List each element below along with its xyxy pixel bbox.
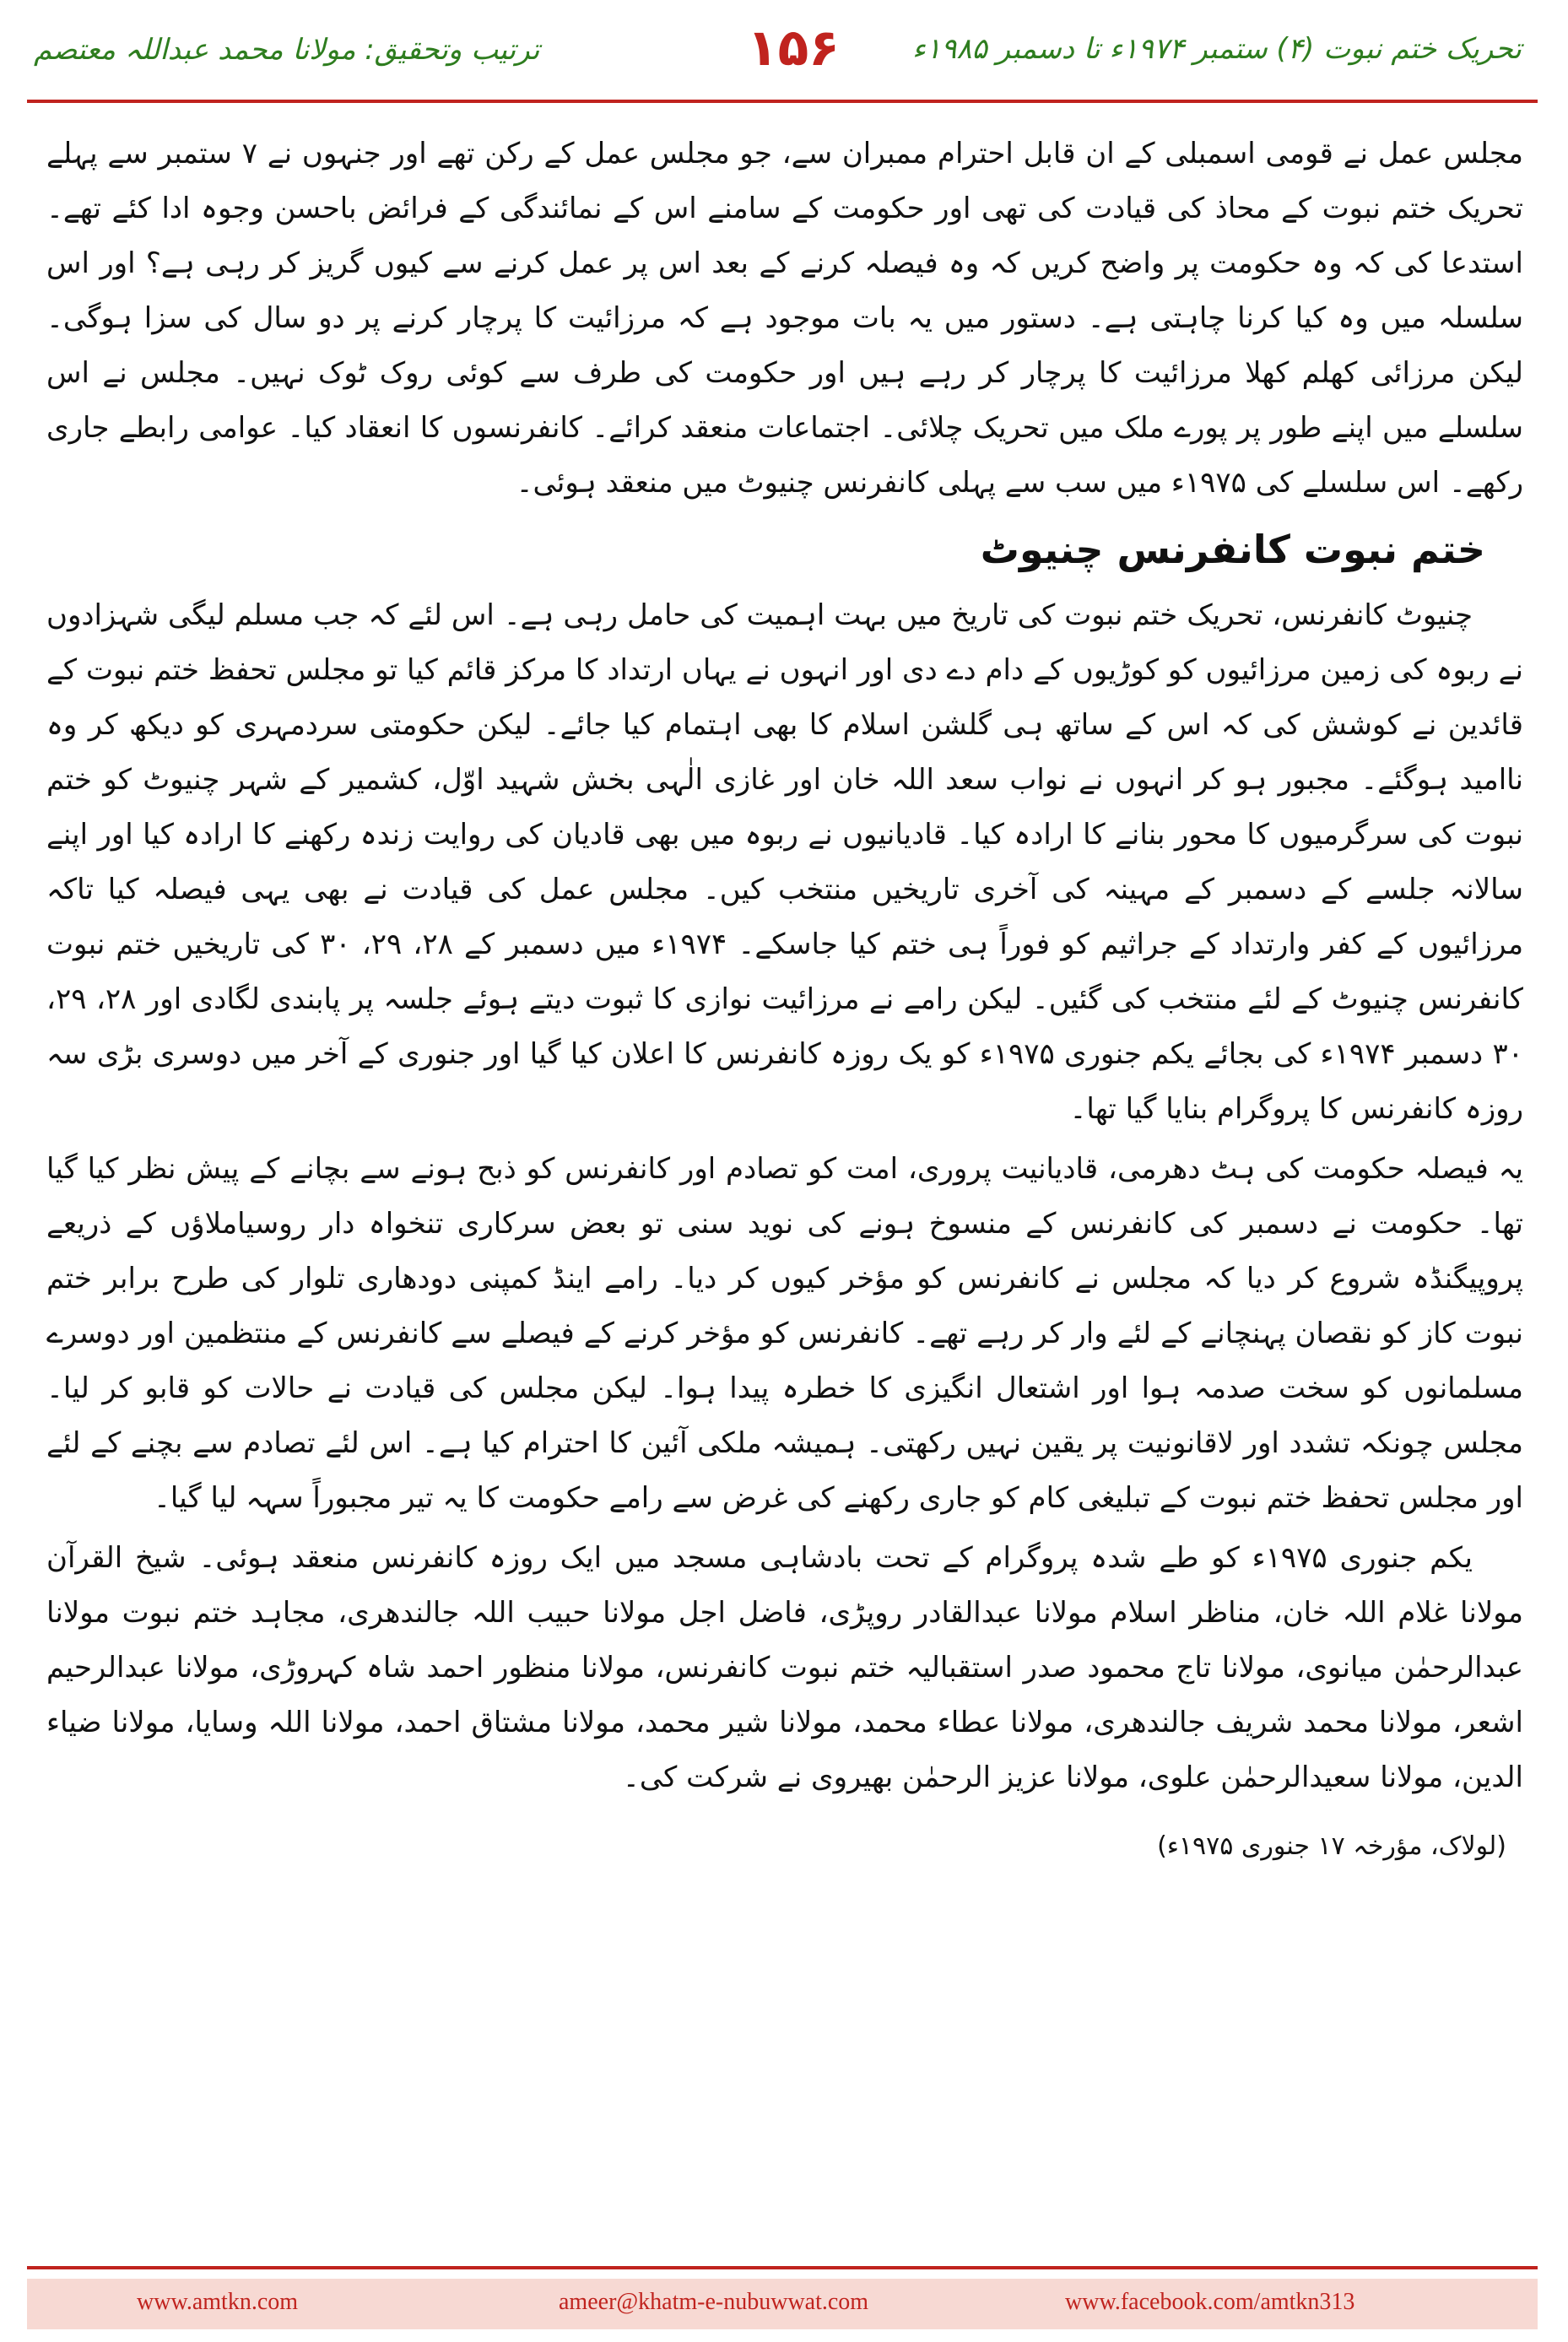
body-paragraph: چنیوٹ کانفرنس، تحریک ختم نبوت کی تاریخ میں بہت اہمیت کی حامل رہی ہے۔ اس لئے کہ جب مسلم لیگی شہزادوں نے ربوہ کی زمین مرزائیوں کو کوڑیوں کے دام دے دی اور انہوں نے یہاں ارتداد کا مرکز قائم کیا تو مجلس تحفظ ختم نبوت کے قائدین نے کوشش کی کہ اس کے ساتھ ہی گلشن اسلام کا بھی اہتمام کیا جائے۔ لیکن حکومتی سردمہری کو دیکھ کر وہ ناامید ہوگئے۔ مجبور ہو کر انہوں نے نواب سعد اللہ خان اور غازی الٰہی بخش شہید اوّل، کشمیر کے شہر چنیوٹ کو ختم نبوت کی سرگرمیوں کا محور بنانے کا ارادہ کیا۔ قادیانیوں نے ربوہ میں بھی قادیان کی روایت زندہ رکھنے کا ارادہ کیا اور اپنے سالانہ جلسے کے دسمبر کے مہینہ کی آخری تاریخیں منتخب کیں۔ مجلس عمل کی قیادت نے بھی یہی فیصلہ کیا تاکہ مرزائیوں کے کفر وارتداد کے جراثیم کو فوراً ہی ختم کیا جاسکے۔ ۱۹۷۴ء میں دسمبر کے ۲۸، ۲۹، ۳۰ کی تاریخیں ختم نبوت کانفرنس چنیوٹ کے لئے منتخب کی گئیں۔ لیکن رامے نے مرزائیت نوازی کا ثبوت دیتے ہوئے جلسہ پر پابندی لگادی اور ۲۸، ۲۹، ۳۰ دسمبر ۱۹۷۴ء کی بجائے یکم جنوری ۱۹۷۵ء کو یک روزہ کانفرنس کا اعلان کیا گیا اور جنوری کے آخر میں دوسری بڑی سہ روزہ کانفرنس کا پروگرام بنایا گیا تھا۔ xyxy=(46,598,1524,1126)
website-link[interactable]: www.amtkn.com xyxy=(137,2289,299,2315)
page-footer xyxy=(27,2279,1538,2329)
page-body xyxy=(46,127,1523,1879)
body-paragraph: یہ فیصلہ حکومت کی ہٹ دھرمی، قادیانیت پروری، امت کو تصادم اور کانفرنس کو ذبح ہونے سے بچانے کے پیش نظر کیا گیا تھا۔ حکومت نے دسمبر کی کانفرنس کے منسوخ ہونے کی نوید سنی تو بعض سرکاری تنخواہ دار روسیاملاؤں کے ذریعے پروپیگنڈہ شروع کر دیا کہ مجلس نے کانفرنس کو مؤخر کیوں کر دیا۔ رامے اینڈ کمپنی دودھاری تلوار کی طرح برابر ختم نبوت کاز کو نقصان پہنچانے کے لئے وار کر رہے تھے۔ کانفرنس کو مؤخر کرنے کے فیصلے سے کانفرنس کے منتظمین اور دوسرے مسلمانوں کو سخت صدمہ ہوا اور اشتعال انگیزی کا خطرہ پیدا ہوا۔ لیکن مجلس کی قیادت نے حالات کو قابو کر لیا۔ مجلس چونکہ تشدد اور لاقانونیت پر یقین نہیں رکھتی۔ ہمیشہ ملکی آئین کا احترام کیا ہے۔ اس لئے تصادم سے بچنے کے لئے اور مجلس تحفظ ختم نبوت کے تبلیغی کام کو جاری رکھنے کی غرض سے رامے حکومت کا یہ تیر مجبوراً سہہ لیا گیا۔ xyxy=(46,1152,1523,1515)
intro-paragraph: مجلس عمل نے قومی اسمبلی کے ان قابل احترام ممبران سے، جو مجلس عمل کے رکن تھے اور جنہوں نے ۷ ستمبر سے پہلے تحریک ختم نبوت کے محاذ کی قیادت کی تھی اور حکومت کے سامنے اس کے نمائندگی کے فرائض باحسن وجوہ ادا کئے تھے۔ استدعا کی کہ وہ حکومت پر واضح کریں کہ وہ فیصلہ کرنے کے بعد اس پر عمل کرنے سے کیوں گریز کر رہی ہے؟ اور اس سلسلہ میں وہ کیا کرنا چاہتی ہے۔ دستور میں یہ بات موجود ہے کہ مرزائیت کا پرچار کرنے پر دو سال کی سزا ہوگی۔ لیکن مرزائی کھلم کھلا مرزائیت کا پرچار کر رہے ہیں اور حکومت کی طرف سے کوئی روک ٹوک نہیں۔ مجلس نے اس سلسلے میں اپنے طور پر پورے ملک میں تحریک چلائی۔ اجتماعات منعقد کرائے۔ کانفرنسوں کا انعقاد کیا۔ عوامی رابطے جاری رکھے۔ اس سلسلے کی ۱۹۷۵ء میں سب سے پہلی کانفرنس چنیوٹ میں منعقد ہوئی۔ xyxy=(46,137,1523,500)
compiler-credit: ترتیب وتحقیق: مولانا محمد عبداللہ معتصم xyxy=(34,33,540,67)
page-number: ۱۵۶ xyxy=(747,19,840,78)
page-header xyxy=(0,0,1568,127)
header-divider xyxy=(27,100,1538,103)
facebook-link[interactable]: www.facebook.com/amtkn313 xyxy=(1065,2289,1355,2315)
footer-divider xyxy=(27,2266,1538,2269)
book-title: تحریک ختم نبوت (۴) ستمبر ۱۹۷۴ء تا دسمبر ۱۹۸۵ء xyxy=(911,32,1522,66)
source-citation: (لولاک، مؤرخہ ۱۷ جنوری ۱۹۷۵ء) xyxy=(1157,1831,1506,1861)
section-heading: ختم نبوت کانفرنس چنیوٹ xyxy=(980,527,1485,572)
body-paragraph: یکم جنوری ۱۹۷۵ء کو طے شدہ پروگرام کے تحت بادشاہی مسجد میں ایک روزہ کانفرنس منعقد ہوئی۔ شیخ القرآن مولانا غلام اللہ خان، مناظر اسلام مولانا عبدالقادر روپڑی، فاضل اجل مولانا حبیب اللہ جالندھری، مجاہد ختم نبوت مولانا عبدالرحمٰن میانوی، مولانا تاج محمود صدر استقبالیہ ختم نبوت کانفرنس، مولانا منظور احمد شاہ کہروڑی، مولانا عبدالرحیم اشعر، مولانا محمد شریف جالندھری، مولانا عطاء محمد، مولانا شیر محمد، مولانا مشتاق احمد، مولانا اللہ وسایا، مولانا ضیاء الدین، مولانا سعیدالرحمٰن علوی، مولانا عزیز الرحمٰن بھیروی نے شرکت کی۔ xyxy=(46,1541,1523,1794)
email-link[interactable]: ameer@khatm-e-nubuwwat.com xyxy=(559,2289,869,2315)
